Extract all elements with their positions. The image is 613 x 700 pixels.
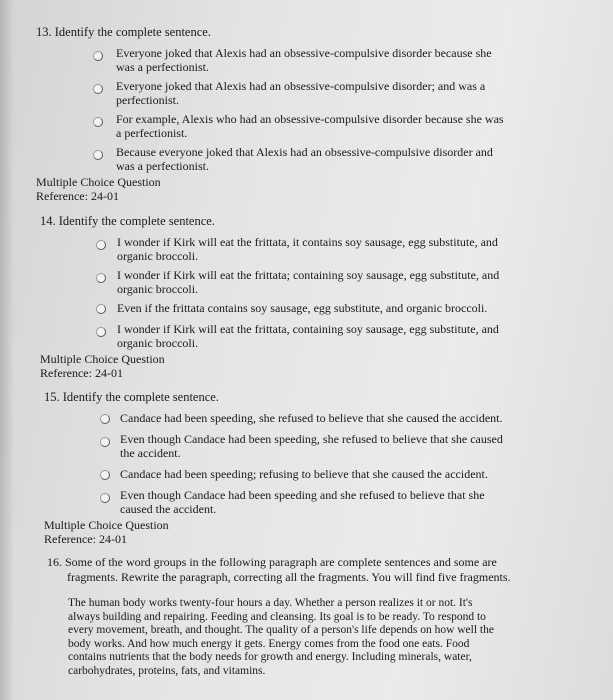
option-line: Everyone joked that Alexis had an obsessive-compulsive disorder because she [116,46,492,60]
option-line: Even though Candace had been speeding, she refused to believe that she caused [120,432,503,446]
option-line: For example, Alexis who had an obsessive-compulsive disorder because she was [116,112,504,126]
question-type: Multiple Choice Question [36,175,161,189]
option-line: I wonder if Kirk will eat the frittata; containing soy sausage, egg substitute, and [117,268,500,282]
answer-option[interactable] [117,301,560,315]
option-line: caused the accident. [120,502,217,516]
option-line: Candace had been speeding, she refused to believe that she caused the accident. [120,411,503,425]
option-line: Candace had been speeding; refusing to believe that she caused the accident. [120,467,488,481]
option-line: organic broccoli. [117,282,199,296]
radio-button[interactable] [93,150,103,160]
paragraph-line: every movement, breath, and thought. The quality of a person's life depends on how well the [68,624,494,636]
option-line: the accident. [120,446,181,460]
option-line: perfectionist. [116,93,179,107]
paragraph-line: always building and repairing. Feeding and cleansing. Its goal is to be ready. To respond to [68,610,486,623]
answer-option[interactable] [117,235,560,263]
paragraph-line: body works. And how much energy it gets. Energy comes from the food one eats. Food [68,637,470,650]
prompt-line: 16. Some of the word groups in the following paragraph are complete sentences and some are [47,555,497,569]
option-line: I wonder if Kirk will eat the frittata, containing soy sausage, egg substitute, and [117,322,499,336]
option-line: Because everyone joked that Alexis had an obsessive-compulsive disorder and [116,145,493,159]
answer-option[interactable] [120,411,564,425]
answer-option[interactable] [116,46,556,74]
radio-button[interactable] [93,117,103,127]
radio-button[interactable] [96,304,106,314]
radio-button[interactable] [100,437,110,447]
radio-button[interactable] [93,51,103,61]
option-line: Even if the frittata contains soy sausage, egg substitute, and organic broccoli. [117,301,488,315]
answer-option[interactable] [117,322,560,350]
option-line: a perfectionist. [116,126,188,140]
answer-option[interactable] [116,145,556,173]
option-line: Even though Candace had been speeding and she refused to believe that she [120,488,485,502]
option-line: organic broccoli. [117,249,199,263]
radio-button[interactable] [93,84,103,94]
answer-option[interactable] [120,432,564,460]
paragraph-line: carbohydrates, proteins, fats, and vitamins. [68,664,266,677]
question-reference: Reference: 24-01 [40,366,123,380]
answer-option[interactable] [120,488,564,516]
option-line: organic broccoli. [117,336,199,350]
paragraph-line: The human body works twenty-four hours a day. Whether a person realizes it or not. It's [68,597,473,609]
paragraph-line: contains nutrients that the body needs for growth and energy. Including minerals, water, [68,651,472,663]
question-14 [40,214,560,380]
question-title: 13. Identify the complete sentence. [36,25,211,39]
page-edge-shadow [0,0,14,700]
option-line: I wonder if Kirk will eat the frittata, it contains soy sausage, egg substitute, and [117,235,498,249]
answer-option[interactable] [116,112,556,140]
question-reference: Reference: 24-01 [36,189,119,203]
option-line: was a perfectionist. [116,159,209,173]
answer-option[interactable] [117,268,560,296]
option-line: was a perfectionist. [116,60,209,74]
radio-button[interactable] [96,327,106,337]
answer-option[interactable] [120,467,564,481]
question-title: 15. Identify the complete sentence. [44,390,219,404]
question-15 [44,390,564,546]
prompt-line: fragments. Rewrite the paragraph, correcting all the fragments. You will find five fragments. [67,570,511,584]
question-13 [36,25,556,203]
question-type: Multiple Choice Question [44,518,169,532]
radio-button[interactable] [100,470,110,480]
option-line: Everyone joked that Alexis had an obsessive-compulsive disorder; and was a [116,79,486,93]
question-16-prompt [47,555,592,585]
radio-button[interactable] [96,240,106,250]
question-type: Multiple Choice Question [40,352,165,366]
radio-button[interactable] [96,273,106,283]
question-reference: Reference: 24-01 [44,532,127,546]
answer-option[interactable] [116,79,556,107]
question-16-paragraph [68,597,598,678]
question-title: 14. Identify the complete sentence. [40,214,215,228]
radio-button[interactable] [100,414,110,424]
radio-button[interactable] [100,493,110,503]
